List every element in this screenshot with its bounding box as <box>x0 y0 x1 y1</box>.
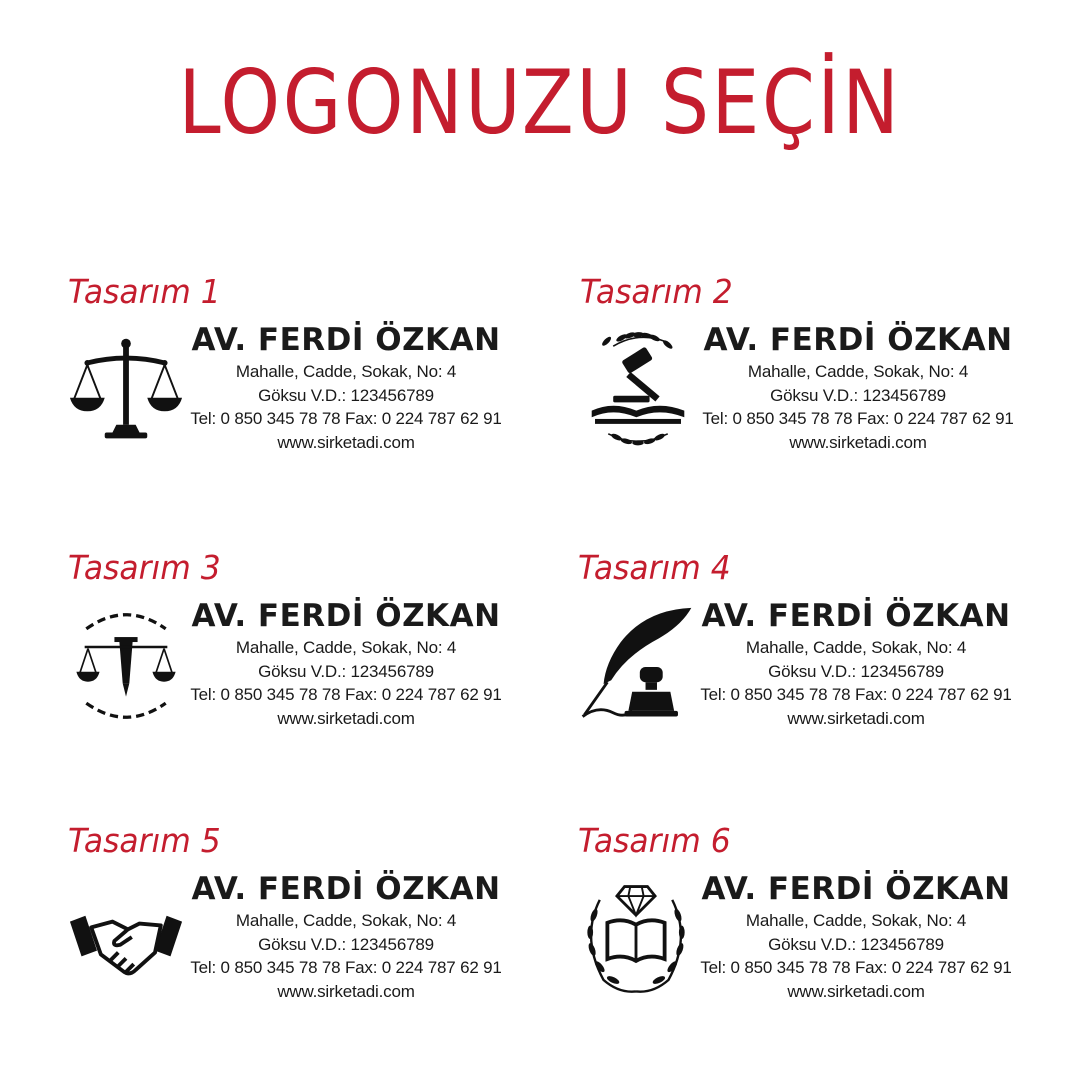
design-label: Tasarım 4 <box>578 548 731 587</box>
lawyer-name: AV. FERDİ ÖZKAN <box>701 871 1011 907</box>
phone-fax: Tel: 0 850 345 78 78 Fax: 0 224 787 62 91 <box>190 958 502 977</box>
design-option-4[interactable] <box>578 548 1078 808</box>
design-label: Tasarım 5 <box>68 821 221 860</box>
tax-office: Göksu V.D.: 123456789 <box>768 934 944 954</box>
pen-scales-circle-icon <box>68 604 184 728</box>
stamp-text <box>686 869 1026 1003</box>
tax-office: Göksu V.D.: 123456789 <box>258 661 434 681</box>
design-option-1[interactable] <box>68 272 568 532</box>
stamp-preview <box>68 596 568 746</box>
design-option-6[interactable] <box>578 821 1078 1081</box>
stamp-text <box>176 596 516 730</box>
address: Mahalle, Cadde, Sokak, No: 4 <box>235 638 457 657</box>
design-option-3[interactable] <box>68 548 568 808</box>
stamp-preview <box>578 869 1078 1019</box>
phone-fax: Tel: 0 850 345 78 78 Fax: 0 224 787 62 91 <box>190 409 502 428</box>
design-label: Tasarım 3 <box>68 548 221 587</box>
design-label: Tasarım 1 <box>68 272 221 311</box>
address: Mahalle, Cadde, Sokak, No: 4 <box>235 911 457 930</box>
stamp-preview <box>578 596 1078 746</box>
stamp-text <box>176 320 516 454</box>
address: Mahalle, Cadde, Sokak, No: 4 <box>745 911 967 930</box>
quill-stamp-icon <box>578 604 694 728</box>
design-label: Tasarım 6 <box>578 821 731 860</box>
phone-fax: Tel: 0 850 345 78 78 Fax: 0 224 787 62 91 <box>700 958 1012 977</box>
lawyer-name: AV. FERDİ ÖZKAN <box>191 871 501 907</box>
lawyer-name: AV. FERDİ ÖZKAN <box>701 598 1011 634</box>
tax-office: Göksu V.D.: 123456789 <box>258 934 434 954</box>
phone-fax: Tel: 0 850 345 78 78 Fax: 0 224 787 62 91 <box>700 685 1012 704</box>
stamp-preview <box>68 320 568 470</box>
design-label: Tasarım 2 <box>580 272 733 311</box>
lawyer-name: AV. FERDİ ÖZKAN <box>191 322 501 358</box>
tax-office: Göksu V.D.: 123456789 <box>258 385 434 405</box>
stamp-text <box>176 869 516 1003</box>
address: Mahalle, Cadde, Sokak, No: 4 <box>235 362 457 381</box>
design-option-5[interactable] <box>68 821 568 1081</box>
phone-fax: Tel: 0 850 345 78 78 Fax: 0 224 787 62 91 <box>190 685 502 704</box>
stamp-preview <box>68 869 568 1019</box>
website: www.sirketadi.com <box>787 981 925 1001</box>
address: Mahalle, Cadde, Sokak, No: 4 <box>745 638 967 657</box>
phone-fax: Tel: 0 850 345 78 78 Fax: 0 224 787 62 91 <box>702 409 1014 428</box>
page-title: LOGONUZU SEÇİN <box>178 51 902 154</box>
tax-office: Göksu V.D.: 123456789 <box>770 385 946 405</box>
stamp-text <box>688 320 1028 454</box>
address: Mahalle, Cadde, Sokak, No: 4 <box>747 362 969 381</box>
tax-office: Göksu V.D.: 123456789 <box>768 661 944 681</box>
diamond-book-laurel-icon <box>578 877 694 1001</box>
website: www.sirketadi.com <box>787 708 925 728</box>
stamp-text <box>686 596 1026 730</box>
lawyer-name: AV. FERDİ ÖZKAN <box>703 322 1013 358</box>
website: www.sirketadi.com <box>789 432 927 452</box>
website: www.sirketadi.com <box>277 432 415 452</box>
website: www.sirketadi.com <box>277 981 415 1001</box>
scales-of-justice-icon <box>68 328 184 452</box>
gavel-book-laurel-icon <box>580 328 696 452</box>
stamp-preview <box>580 320 1080 470</box>
lawyer-name: AV. FERDİ ÖZKAN <box>191 598 501 634</box>
handshake-icon <box>68 877 184 1001</box>
design-option-2[interactable] <box>580 272 1080 532</box>
website: www.sirketadi.com <box>277 708 415 728</box>
